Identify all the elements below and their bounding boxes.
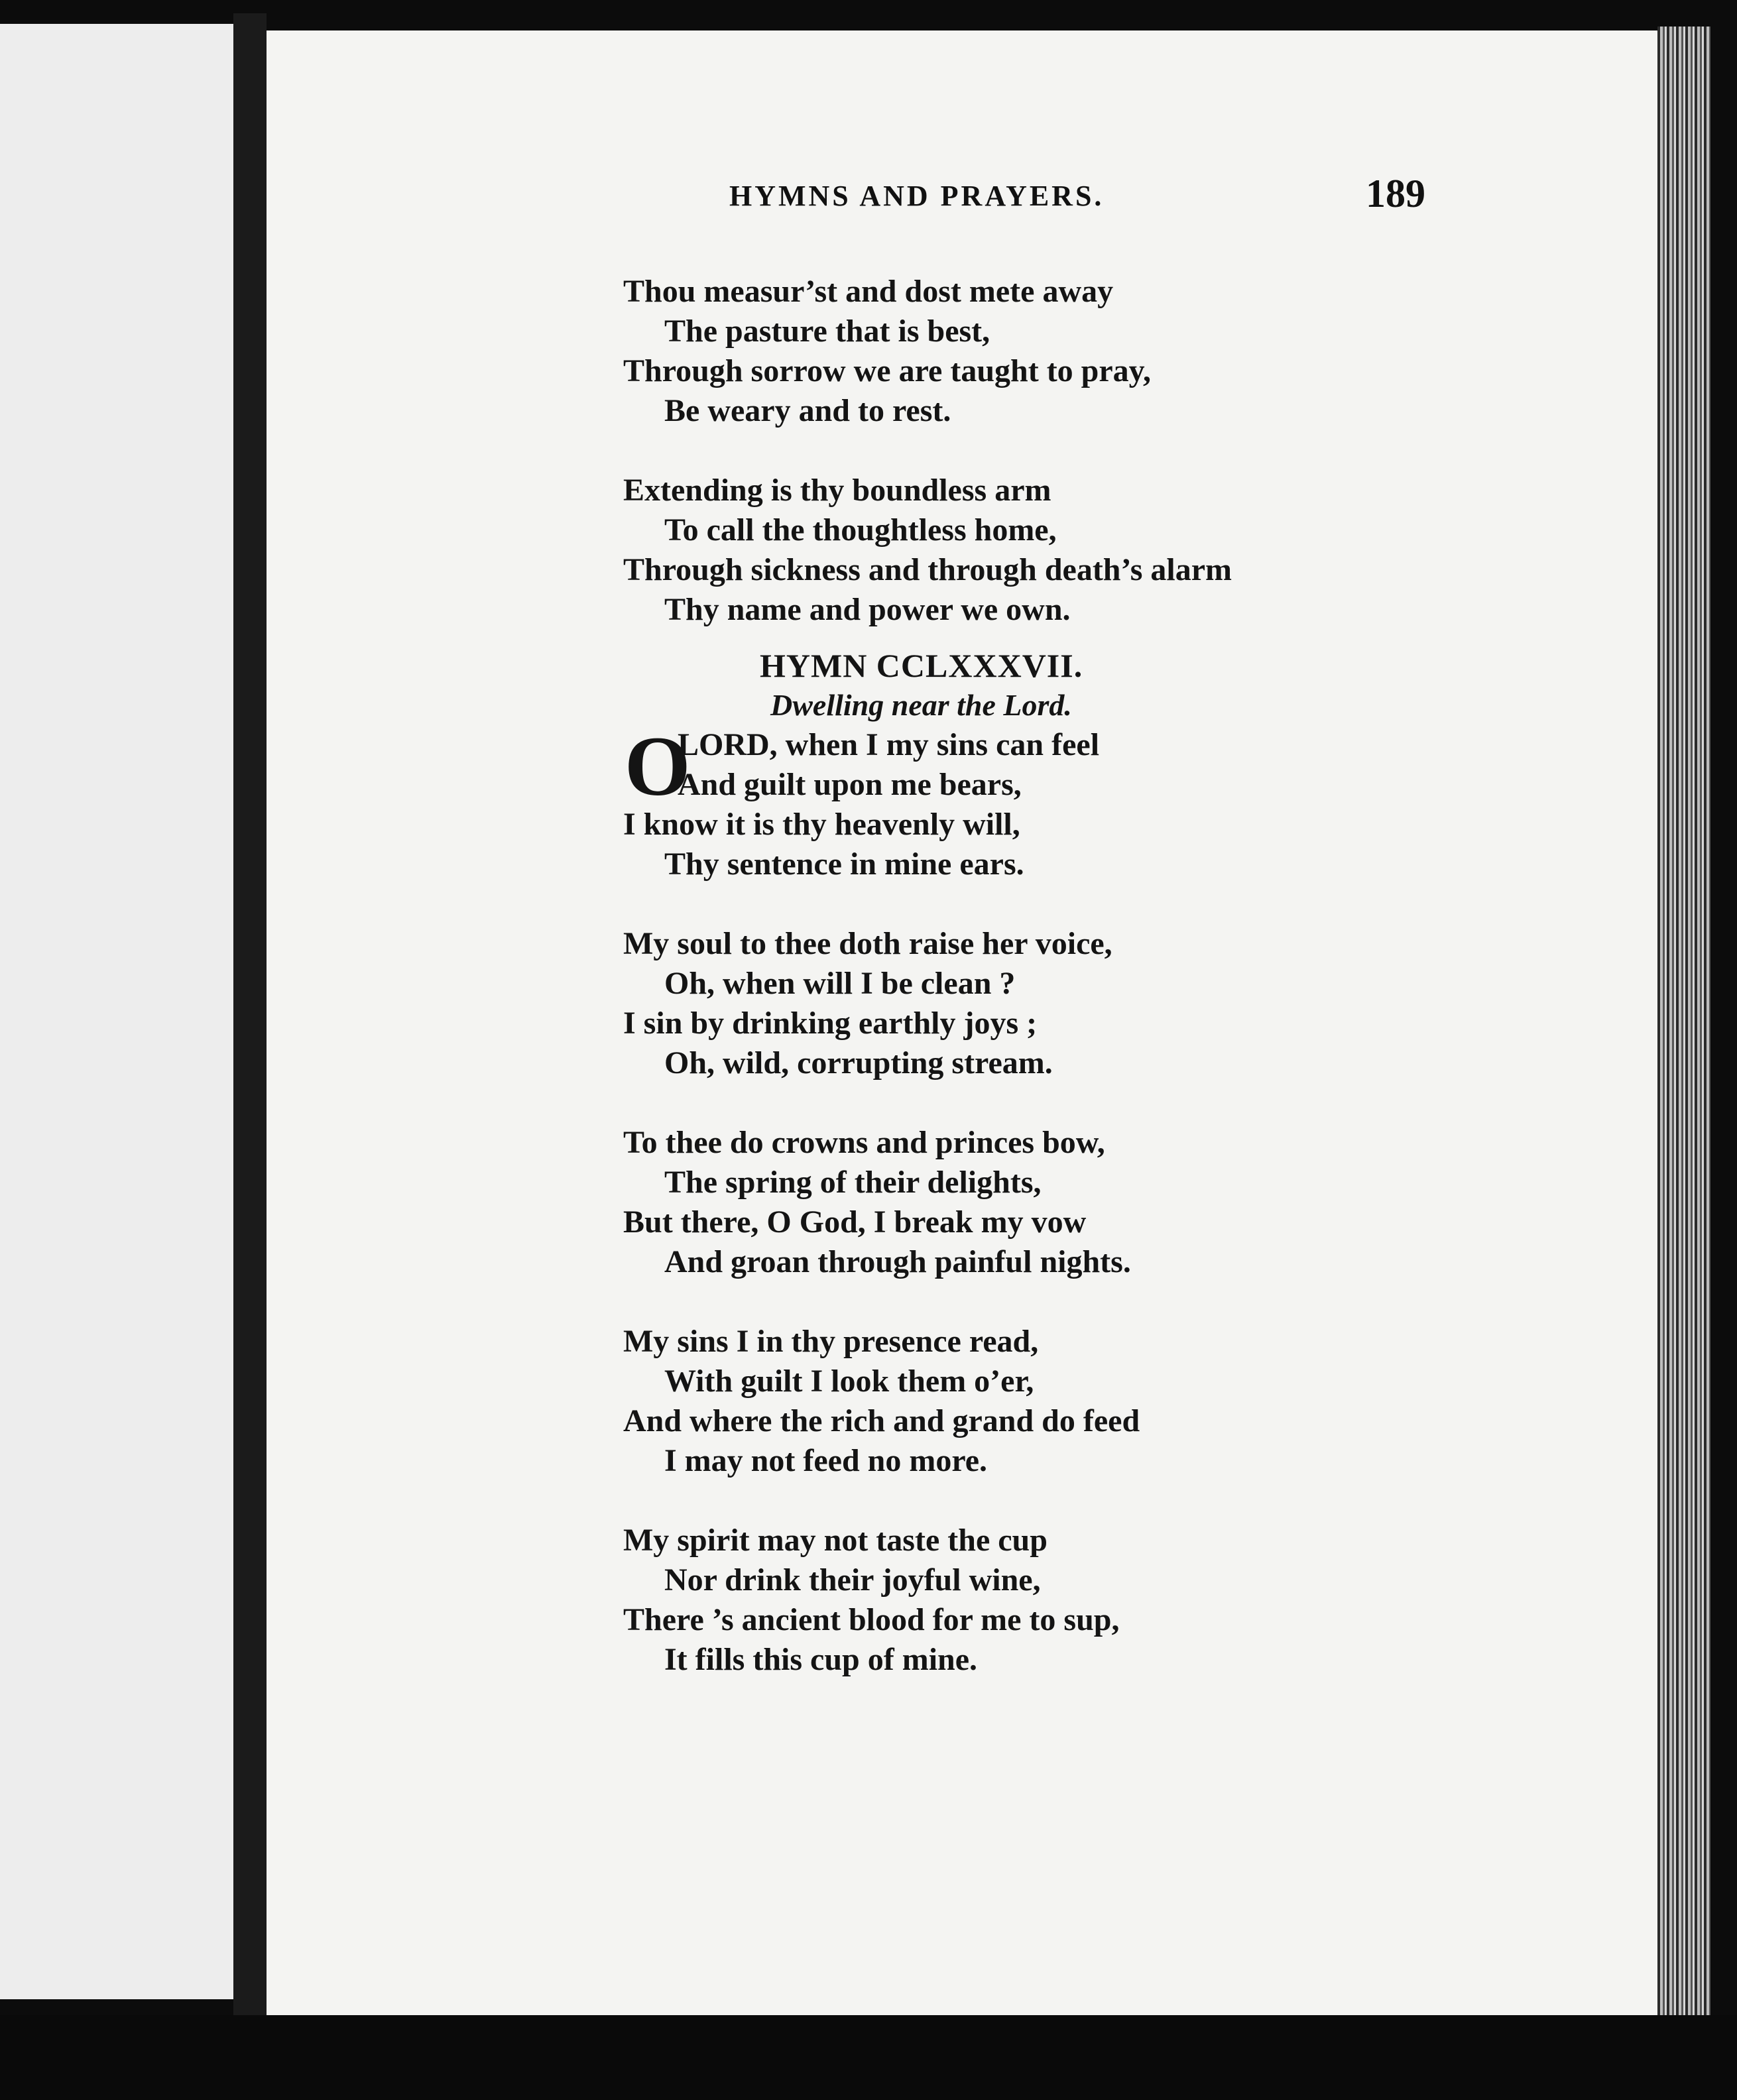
hymn-heading: HYMN CCLXXXVII. [760,647,1083,684]
verse-line: Thou measur’st and dost mete away [623,274,1114,309]
verse-line: The spring of their delights, [664,1165,1042,1200]
verse-line: With guilt I look them o’er, [664,1364,1034,1399]
verse-line: And groan through painful nights. [664,1244,1131,1279]
verse-line: There ’s ancient blood for me to sup, [623,1602,1120,1637]
verse-line: My soul to thee doth raise her voice, [623,926,1112,961]
verse-line: Thy sentence in mine ears. [664,846,1024,882]
book-gutter [233,13,267,2022]
stanza [623,924,1445,1083]
first-stanza [623,719,1445,884]
verse-line: I may not feed no more. [664,1443,988,1478]
drop-cap: O [625,719,691,813]
page-edges [1657,27,1710,2022]
verse-line: Thy name and power we own. [664,592,1071,627]
stanza [623,272,1445,431]
verse-line: And where the rich and grand do feed [623,1403,1140,1438]
verse-line: I sin by drinking earthly joys ; [623,1006,1038,1041]
verse-line: My spirit may not taste the cup [623,1523,1048,1558]
scan-bottom-edge [0,2015,1737,2100]
verse-line: To call the thoughtless home, [664,512,1057,548]
verse-line: To thee do crowns and princes bow, [623,1125,1105,1160]
hymn-text [623,272,1445,1720]
verse-line: Through sorrow we are taught to pray, [623,353,1152,388]
stanza [623,471,1445,630]
verse-line: I know it is thy heavenly will, [623,807,1020,842]
verse-line: Extending is thy boundless arm [623,473,1051,508]
verse-line: The pasture that is best, [664,314,990,349]
stanza [623,1521,1445,1680]
page-number: 189 [1366,172,1425,215]
verse-line: It fills this cup of mine. [664,1642,978,1677]
stanza [623,1123,1445,1282]
verse-line: Through sickness and through death’s alarm [623,552,1232,587]
running-head: HYMNS AND PRAYERS. [729,180,1105,212]
facing-page-left [0,24,233,1999]
verse-line: Oh, when will I be clean ? [664,966,1016,1001]
verse-line: LORD, when I my sins can feel [678,727,1100,762]
stanza [623,1322,1445,1481]
verse-line: Be weary and to rest. [664,393,951,428]
verse-line: And guilt upon me bears, [678,767,1022,802]
verse-line: Oh, wild, corrupting stream. [664,1045,1053,1080]
verse-line: But there, O God, I break my vow [623,1204,1087,1240]
verse-line: My sins I in thy presence read, [623,1324,1039,1359]
hymn-subtitle: Dwelling near the Lord. [770,688,1072,722]
verse-line: Nor drink their joyful wine, [664,1562,1041,1598]
